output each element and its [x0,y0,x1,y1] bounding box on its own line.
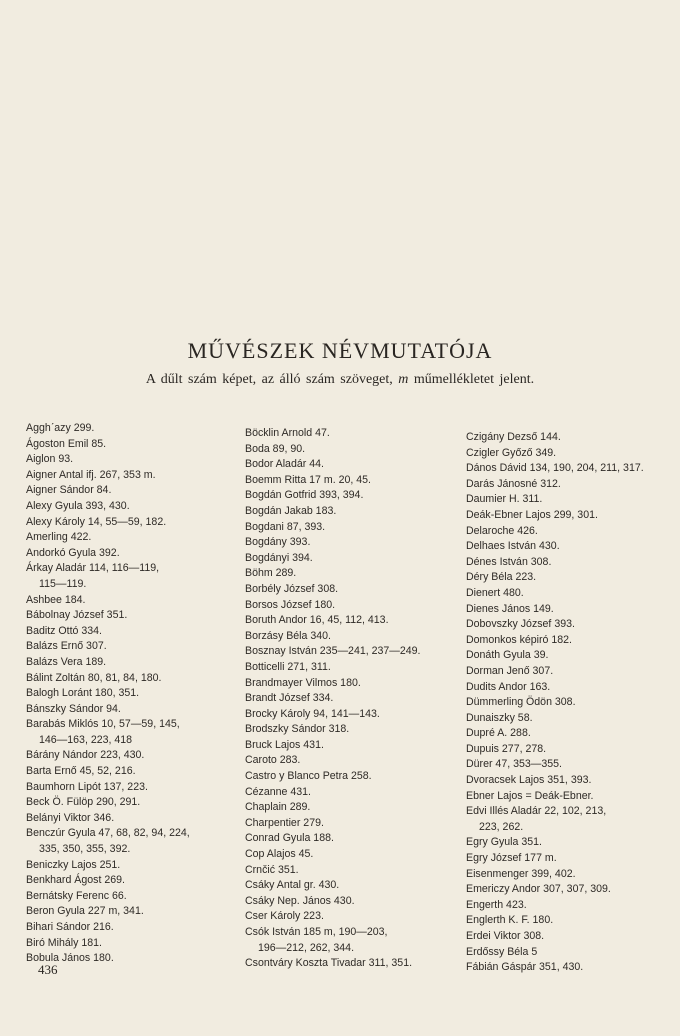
index-entry: Brandt József 334. [245,692,334,705]
index-entry: Czigány Dezső 144. [466,431,561,443]
index-entry: Boda 89, 90. [245,442,306,455]
index-entry: Balázs Vera 189. [26,655,107,668]
index-entry: 115—119. [39,577,87,590]
index-entry: Engerth 423. [466,898,527,911]
index-entry: Englerth K. F. 180. [466,914,554,927]
index-entry: Dvoracsek Lajos 351, 393. [466,774,592,787]
subtitle-text-before: A dűlt szám képet, az álló szám szöveget, [145,372,393,387]
index-entry: Agghˊazy 299. [26,422,95,434]
index-entry: Balázs Ernő 307. [26,640,107,653]
index-entry: Aigner Antal ifj. 267, 353 m. [26,468,156,481]
index-entry: 196—212, 262, 344. [258,941,355,954]
index-entry: Eisenmenger 399, 402. [466,867,576,880]
index-entry: Dorman Jenő 307. [466,664,554,677]
index-entry: Bodor Aladár 44. [245,458,324,471]
index-entry: Beron Gyula 227 m, 341. [26,905,144,918]
index-entry: Dürer 47, 353—355. [466,758,562,771]
index-column-1 [26,421,190,967]
index-entry: Biró Mihály 181. [26,936,102,949]
index-entry: 335, 350, 355, 392. [39,843,131,856]
index-entry: Czigler Győző 349. [466,446,557,459]
index-entry: Bábolnay József 351. [26,609,128,622]
index-entry: Benkhard Ágost 269. [26,874,125,887]
index-entry: Darás Jánosné 312. [466,477,561,490]
index-entry: Andorkó Gyula 392. [26,546,120,559]
index-entry: Balogh Loránt 180, 351. [26,687,140,700]
index-entry: Belányi Viktor 346. [26,811,115,824]
index-entry: Dános Dávid 134, 190, 204, 211, 317. [466,462,644,475]
index-entry: Bogdani 87, 393. [245,520,326,533]
index-entry: Árkay Aladár 114, 116—119, [26,562,160,575]
index-entry: Dénes István 308. [466,555,552,568]
index-entry: Brandmayer Vilmos 180. [245,676,361,689]
index-entry: Borbély József 308. [245,582,339,595]
index-entry: Botticelli 271, 311. [245,660,331,673]
index-entry: Daumier H. 311. [466,493,543,506]
index-entry: Ebner Lajos = Deák-Ebner. [466,789,594,802]
index-entry: Brocky Károly 94, 141—143. [245,707,380,720]
index-entry: Bernátsky Ferenc 66. [26,889,127,902]
index-entry: Dienert 480. [466,586,524,599]
index-entry: Dienes János 149. [466,602,554,615]
index-entry: Bárány Nándor 223, 430. [26,749,145,762]
index-entry: Cézanne 431. [245,785,311,798]
index-entry: Aigner Sándor 84. [26,484,112,497]
index-entry: Barabás Miklós 10, 57—59, 145, [26,718,180,731]
index-entry: Conrad Gyula 188. [245,832,334,845]
index-entry: Csáky Nep. János 430. [245,894,355,907]
index-entry: Emericzy Andor 307, 307, 309. [466,883,611,896]
index-entry: Deák-Ebner Lajos 299, 301. [466,508,598,521]
index-entry: Aiglon 93. [26,453,74,466]
index-entry: Dunaiszky 58. [466,711,533,724]
index-entry: Cop Alajos 45. [245,848,314,861]
index-entry: Fábián Gáspár 351, 430. [466,961,584,974]
index-column-2 [245,426,421,972]
index-entry: Dudits Andor 163. [466,680,551,693]
index-entry: 146—163, 223, 418 [39,733,133,746]
index-entry: Delaroche 426. [466,524,538,537]
page-title: MŰVÉSZEK NÉVMUTATÓJA [187,338,493,363]
index-entry: Donáth Gyula 39. [466,649,549,662]
index-entry: Erdei Viktor 308. [466,930,545,942]
index-entry: Charpentier 279. [245,816,324,829]
index-entry: Barta Ernő 45, 52, 216. [26,765,136,778]
index-entry: Alexy Károly 14, 55—59, 182. [26,515,167,528]
index-entry: Bruck Lajos 431. [245,738,324,751]
index-entry: Csontváry Koszta Tivadar 311, 351. [245,957,413,970]
index-entry: Beck Ö. Fülöp 290, 291. [26,796,141,809]
index-entry: Bogdányi 394. [245,551,313,564]
index-entry: Ágoston Emil 85. [26,437,107,450]
index-entry: Bobula János 180. [26,952,114,965]
index-entry: Déry Béla 223. [466,571,537,584]
index-entry: Borzásy Béla 340. [245,629,331,642]
index-entry: Bogdán Jakab 183. [245,504,337,517]
index-entry: Bosznay István 235—241, 237—249. [245,645,421,658]
index-entry: Bogdán Gotfrid 393, 394. [245,489,364,502]
index-entry: Benczúr Gyula 47, 68, 82, 94, 224, [26,827,190,840]
index-entry: Crnčić 351. [245,863,299,876]
subtitle-m-symbol: m [398,372,409,387]
index-entry: Cser Károly 223. [245,910,324,923]
index-entry: Boemm Ritta 17 m. 20, 45. [245,473,372,486]
index-entry: Dobovszky József 393. [466,618,575,631]
index-entry: Böhm 289. [245,567,297,580]
index-entry: Edvi Illés Aladár 22, 102, 213, [466,805,607,818]
index-entry: Chaplain 289. [245,801,311,814]
index-entry: Bihari Sándor 216. [26,921,114,933]
index-entry: Domonkos képiró 182. [466,633,572,646]
index-entry: Boruth Andor 16, 45, 112, 413. [245,614,389,627]
index-entry: Dupuis 277, 278. [466,742,547,755]
index-entry: Böcklin Arnold 47. [245,427,330,439]
index-entry: Bálint Zoltán 80, 81, 84, 180. [26,671,162,684]
index-entry: Baumhorn Lipót 137, 223. [26,780,148,793]
subtitle-text-after: műmellékletet jelent. [413,372,535,387]
index-entry: Dupré A. 288. [466,727,531,740]
index-entry: Erdőssy Béla 5 [466,945,538,958]
index-entry: Alexy Gyula 393, 430. [26,499,130,512]
page-number: 436 [38,962,58,977]
index-entry: Beniczky Lajos 251. [26,858,121,871]
index-entry: Delhaes István 430. [466,540,560,553]
index-entry: Brodszky Sándor 318. [245,723,350,736]
index-entry: Egry József 177 m. [466,852,557,865]
index-entry: Caroto 283. [245,754,301,767]
index-entry: Egry Gyula 351. [466,836,542,849]
index-entry: Bánszky Sándor 94. [26,702,121,715]
index-entry: Amerling 422. [26,531,92,544]
page-subtitle [0,372,680,388]
index-entry: Castro y Blanco Petra 258. [245,770,372,783]
index-entry: Bogdány 393. [245,536,311,549]
index-entry: Ashbee 184. [26,593,86,606]
index-entry: 223, 262. [479,820,524,833]
index-entry: Borsos József 180. [245,598,336,611]
index-column-3 [466,430,644,976]
index-entry: Csók István 185 m, 190—203, [245,926,388,938]
index-entry: Dümmerling Ödön 308. [466,696,576,709]
index-entry: Baditz Ottó 334. [26,624,102,637]
index-entry: Csáky Antal gr. 430. [245,879,340,892]
